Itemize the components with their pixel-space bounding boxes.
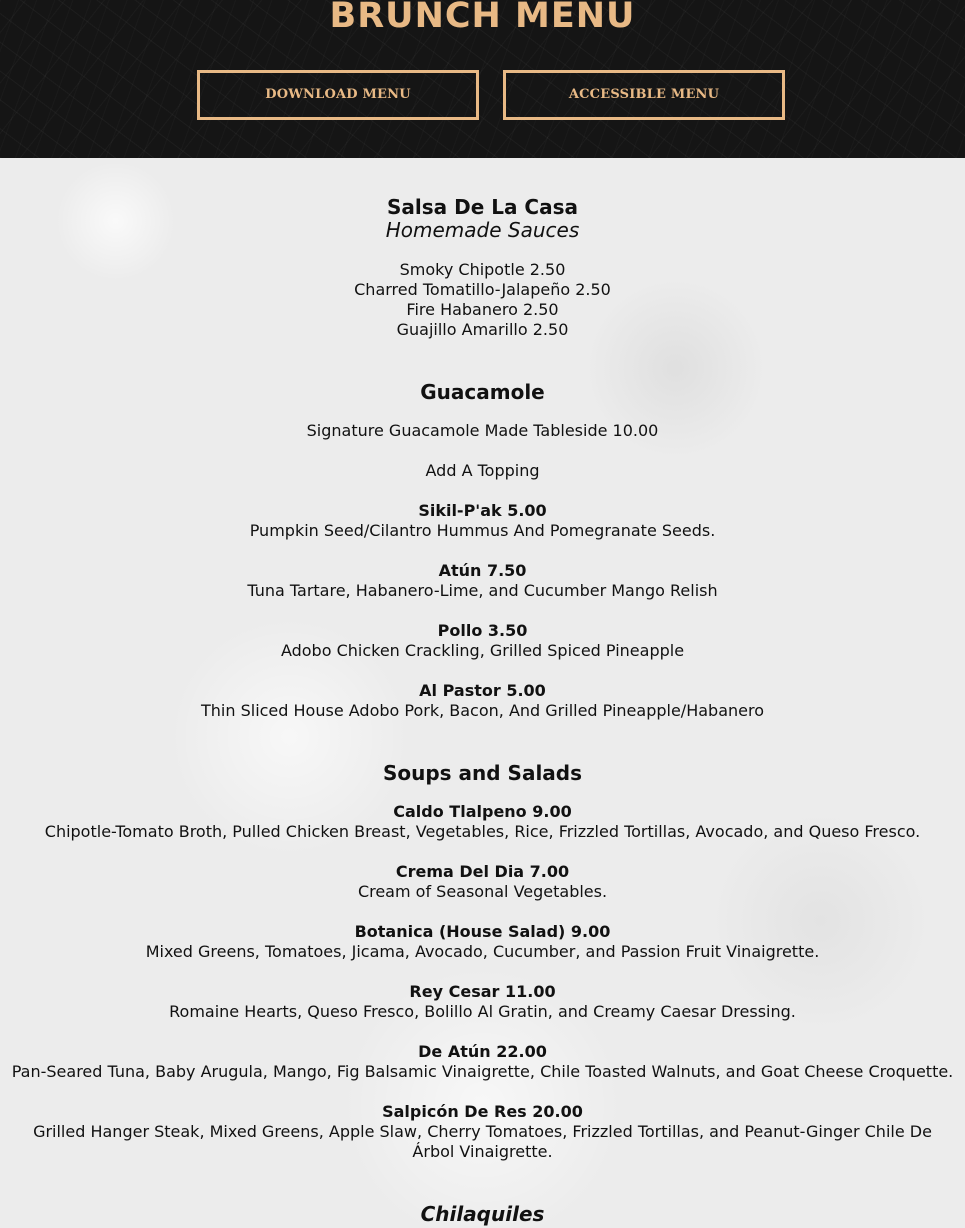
menu-item-desc: Pan-Seared Tuna, Baby Arugula, Mango, Fig Balsamic Vinaigrette, Chile Toasted Walnuts, and Goat Cheese Croquette. (11, 1062, 954, 1081)
menu-item-desc: Tuna Tartare, Habanero-Lime, and Cucumber Mango Relish (247, 581, 718, 600)
menu-item: Guajillo Amarillo 2.50 (396, 320, 569, 339)
section-title-soups-salads: Soups and Salads (382, 761, 583, 785)
menu-item-name: Al Pastor 5.00 (419, 681, 546, 700)
menu-item: Fire Habanero 2.50 (406, 300, 559, 319)
menu-item-name: Sikil-P'ak 5.00 (418, 501, 547, 520)
section-subtitle-salsa: Homemade Sauces (385, 218, 580, 242)
menu-item-desc: Mixed Greens, Tomatoes, Jicama, Avocado, Cucumber, and Passion Fruit Vinaigrette. (145, 942, 820, 961)
menu-item-desc: Adobo Chicken Crackling, Grilled Spiced Pineapple (280, 641, 685, 660)
header-banner (0, 0, 965, 158)
menu-item-signature: Signature Guacamole Made Tableside 10.00 (306, 421, 659, 440)
menu-item-desc: Romaine Hearts, Queso Fresco, Bolillo Al Gratin, and Creamy Caesar Dressing. (169, 1002, 796, 1021)
menu-item-name: Atún 7.50 (438, 561, 527, 580)
menu-item-desc: Chipotle-Tomato Broth, Pulled Chicken Breast, Vegetables, Rice, Frizzled Tortillas, Avocado, and Queso Fresco. (44, 822, 921, 841)
menu-content (0, 158, 965, 1226)
menu-item-name: Botanica (House Salad) 9.00 (354, 922, 611, 941)
section-title-salsa: Salsa De La Casa (386, 195, 579, 219)
menu-item-name: De Atún 22.00 (418, 1042, 547, 1061)
menu-item-name: Caldo Tlalpeno 9.00 (393, 802, 572, 821)
menu-item-desc: Thin Sliced House Adobo Pork, Bacon, And Grilled Pineapple/Habanero (201, 701, 764, 720)
add-topping-label: Add A Topping (425, 461, 540, 480)
menu-item-name: Pollo 3.50 (437, 621, 528, 640)
page-title: BRUNCH MENU (329, 0, 636, 36)
menu-item: Charred Tomatillo-Jalapeño 2.50 (354, 280, 611, 299)
accessible-menu-button[interactable]: ACCESSIBLE MENU (503, 70, 785, 120)
download-menu-button[interactable]: DOWNLOAD MENU (197, 70, 479, 120)
section-title-chilaquiles: Chilaquiles (420, 1202, 545, 1226)
menu-item-name: Salpicón De Res 20.00 (382, 1102, 583, 1121)
menu-item-desc: Cream of Seasonal Vegetables. (357, 882, 608, 901)
menu-item-desc: Pumpkin Seed/Cilantro Hummus And Pomegranate Seeds. (249, 521, 716, 540)
menu-item-desc: Grilled Hanger Steak, Mixed Greens, Apple Slaw, Cherry Tomatoes, Frizzled Tortillas, and Peanut-Ginger Chile De Árbol Vinaigrette. (33, 1122, 932, 1161)
menu-item-name: Crema Del Dia 7.00 (395, 862, 570, 881)
menu-item-name: Rey Cesar 11.00 (409, 982, 556, 1001)
menu-item: Smoky Chipotle 2.50 (399, 260, 566, 279)
section-title-guacamole: Guacamole (420, 380, 545, 404)
